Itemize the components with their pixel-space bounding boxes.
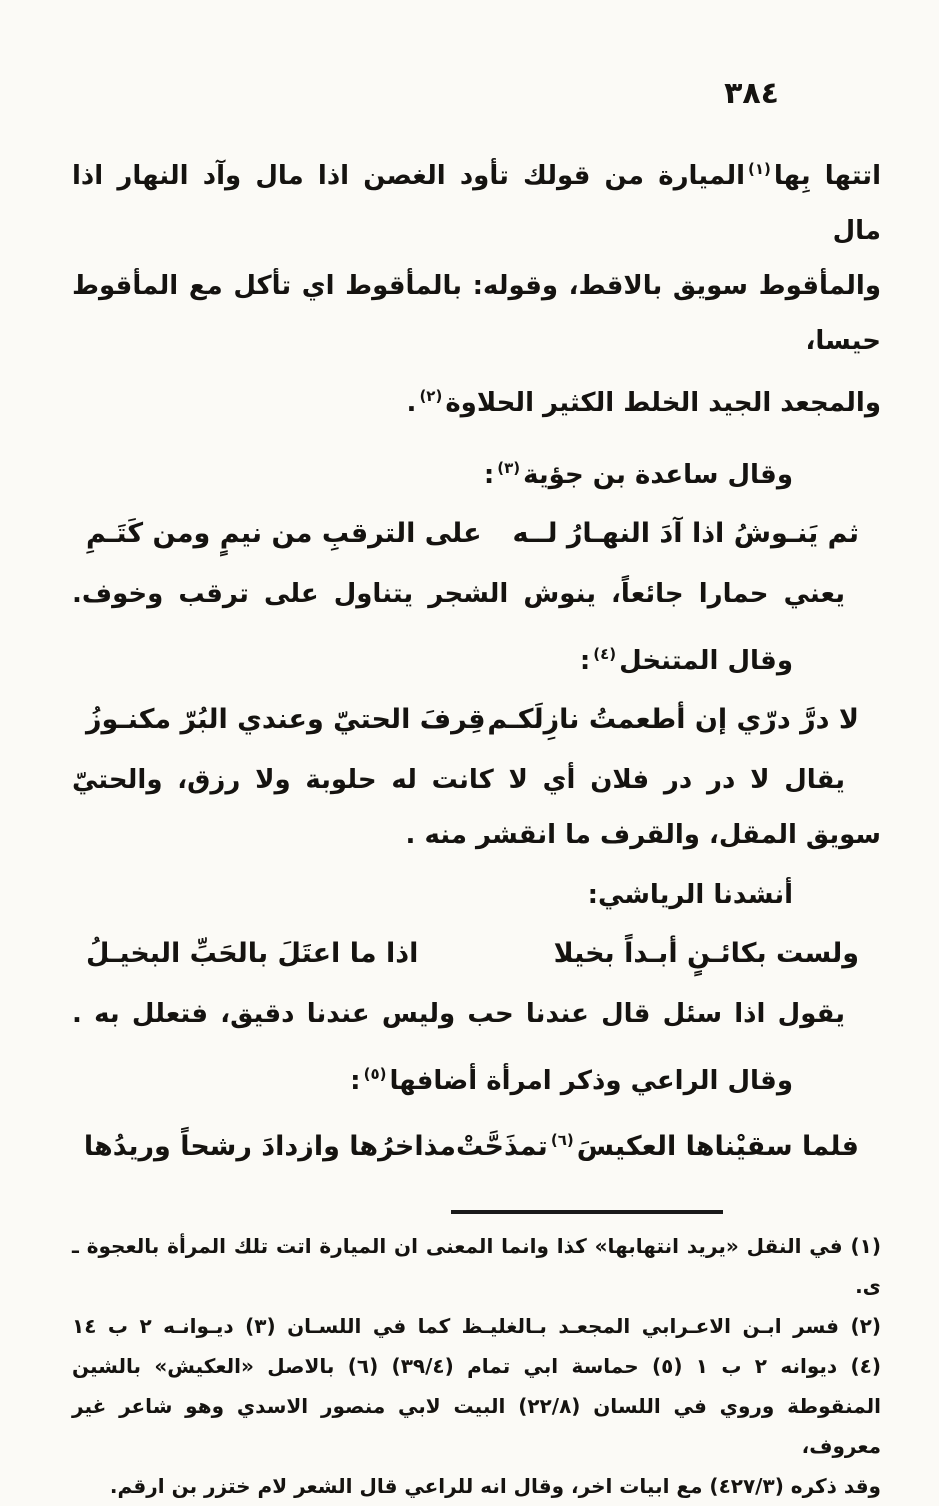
body-text: :: [483, 460, 495, 490]
body-text: تمذَحَّتْ: [455, 1131, 548, 1162]
hemistich-second: قِرفَ الحتيّ وعندي البُرّ مكنـوزُ: [86, 704, 486, 735]
footnote-line: المنقوطة وروي في اللسان (٢٢/٨) البيت لابي منصور الاسدي وهو شاعر غير معروف،: [72, 1394, 882, 1458]
hemistich-second: اذا ما اعتَلَ بالحَبِّ البخيـلُ: [86, 938, 419, 969]
footnotes-block: [72, 1226, 881, 1506]
poet-citation-heading: [72, 627, 881, 689]
paragraph-line: [72, 142, 881, 259]
body-text: وقال المتنخل: [619, 646, 793, 676]
footnote-separator: [451, 1210, 723, 1214]
poetry-line: [72, 925, 881, 983]
footnote-ref-5: (٥): [363, 1065, 387, 1083]
poetry-line: [72, 1111, 881, 1176]
hemistich-first: ولست بكائـنٍ أبـداً بخيلا: [553, 938, 859, 969]
body-text: :: [579, 646, 591, 676]
body-text: :: [350, 1066, 361, 1096]
footnote-ref-6: (٦): [550, 1131, 574, 1149]
footnote-ref-3: (٣): [497, 459, 521, 477]
body-text: اتتها بِها: [773, 161, 881, 191]
footnote-ref-1: (١): [748, 160, 771, 178]
hemistich-second: مذاخرُها وازدادَ رشحاً وريدُها: [83, 1131, 456, 1162]
paragraph-line: [72, 369, 881, 431]
body-text: الميارة من قولك تأود الغصن اذا مال وآد النهار اذا مال: [72, 161, 881, 246]
gloss-line: يعني حمارا جائعاً، ينوش الشجر يتناول على ترقب وخوف.: [72, 579, 845, 609]
poet-citation-heading: [72, 441, 881, 503]
footnote-line: (١) في النقل «يريد انتهابها» كذا وانما المعنى ان الميارة اتت تلك المرأة بالعجوة ـ ى.: [72, 1234, 881, 1298]
page-number: ٣٨٤: [724, 76, 779, 111]
hemistich-second: على الترقبِ من نيمٍ ومن كَتَـمِ: [86, 518, 482, 549]
footnote-ref-4: (٤): [593, 645, 617, 663]
body-text: والمجعد الجيد الخلط الكثير الحلاوة: [445, 388, 881, 418]
footnote-line: (٤) ديوانه ٢ ب ١ (٥) حماسة ابي تمام (٣٩/٤) (٦) بالاصل «العكيش» بالشين: [72, 1354, 881, 1378]
body-text: وقال ساعدة بن جؤية: [523, 460, 793, 490]
gloss-line: سويق المقل، والقرف ما انقشر منه .: [405, 820, 881, 850]
hemistich-first: لا درَّ درّي إن أطعمتُ نازِلَكـم: [487, 704, 859, 735]
poetry-line: [72, 505, 881, 563]
body-text: فلما سقيْناها العكيسَ: [576, 1131, 859, 1162]
paragraph-line: والمأقوط سويق بالاقط، وقوله: بالمأقوط اي تأكل مع المأقوط حيسا،: [72, 271, 881, 356]
hemistich-first: [456, 1111, 859, 1176]
body-text: وقال الراعي وذكر امرأة أضافها: [389, 1066, 793, 1096]
hemistich-first: ثم يَنـوشُ اذا آدَ النهـارُ لــه: [512, 518, 859, 549]
gloss-line: يقال لا در در فلان أي لا كانت له حلوبة ولا رزق، والحتيّ: [72, 765, 845, 795]
body-text: .: [406, 388, 417, 418]
poet-citation-heading: أنشدنا الرياشي:: [587, 880, 793, 910]
gloss-line: يقول اذا سئل قال عندنا حب وليس عندنا دقيق، فتعلل به .: [72, 999, 845, 1029]
footnote-line: (٢) فسر ابـن الاعـرابي المجعـد بـالغليـظ كما في اللسـان (٣) ديـوانـه ٢ ب ١٤: [72, 1314, 881, 1338]
poet-citation-heading: [72, 1047, 881, 1109]
footnote-ref-2: (٢): [419, 387, 443, 405]
poetry-line: [72, 691, 881, 749]
footnote-line: وقد ذكره (٤٢٧/٣) مع ابيات اخر، وقال انه للراعي قال الشعر لام ختزر بن ارقم.: [109, 1474, 881, 1498]
